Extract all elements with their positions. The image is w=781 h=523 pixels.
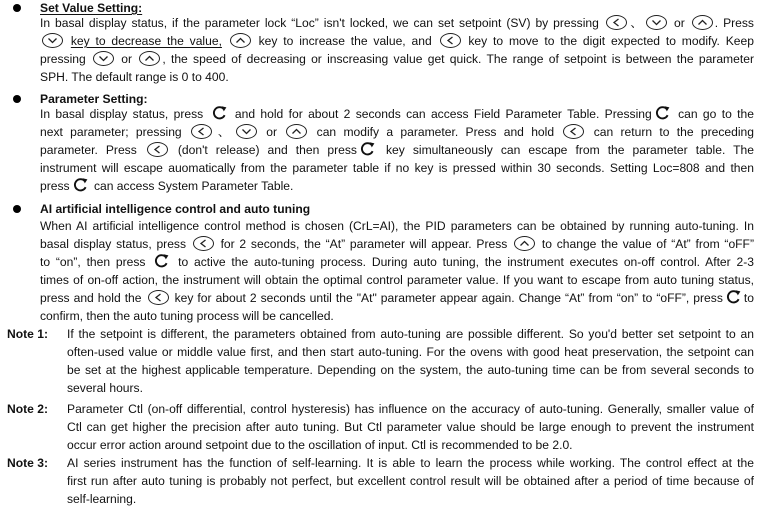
text-line: be set at the highest applicable temperature. Depending on the system, the auto-tuning time can be from several seconds to (67, 363, 754, 377)
text-line: instrument will escape auomatically from the parameter table if no key is pressed within 30 seconds. Setting Loc=808 and then (40, 161, 754, 175)
text-line: SPH. The default range is 0 to 400. (40, 70, 229, 84)
text-line: several hours. (67, 381, 143, 395)
note-body (67, 400, 754, 454)
text-line: first run after auto tuning is probably not perfect, but excellent control result will be obtained after a period of time because of (67, 474, 754, 488)
rotate-set-key-icon (359, 141, 376, 157)
rotate-set-key-icon (725, 289, 742, 305)
section-heading: Parameter Setting: (40, 92, 148, 106)
down-key-icon (646, 15, 667, 30)
bullet-icon (13, 95, 21, 103)
left-key-icon (193, 236, 214, 251)
text-line: occur error action around setpoint due to the oscillation of input. Ctl is recommended to be 2.0. (67, 438, 573, 452)
up-key-icon (139, 51, 160, 66)
note-label: Note 2: (7, 402, 48, 416)
note-label: Note 1: (7, 327, 48, 341)
down-key-icon (236, 124, 257, 139)
text-line: press can access System Parameter Table. (40, 179, 294, 193)
bullet-icon (13, 205, 21, 213)
text-line: When AI artificial intelligence control method is chosen (CrL=AI), the PID parameters can be obtained by running auto-tuning. In (40, 219, 754, 233)
text-line: parameter. Press (don't release) and then press key simultaneously can escape from the parameter table. The (40, 143, 754, 157)
text-line: confirm, then the auto tuning process will be cancelled. (40, 309, 334, 323)
section-heading: Set Value Setting: (40, 1, 143, 15)
text-line: If the setpoint is different, the parameters obtained from auto-tuning are possible different. So you'd better set setpoint to an (67, 327, 754, 341)
rotate-set-key-icon (654, 105, 671, 121)
up-key-icon (286, 124, 307, 139)
up-key-icon (692, 15, 713, 30)
left-key-icon (191, 124, 212, 139)
section-body (40, 105, 754, 195)
section-body (40, 217, 754, 325)
rotate-set-key-icon (153, 253, 170, 269)
left-key-icon (440, 33, 461, 48)
left-key-icon (606, 15, 627, 30)
up-key-icon (230, 33, 251, 48)
text-line: self-learning. (67, 492, 137, 506)
text-line: basal display status, press for 2 seconds, the “At” parameter will appear. Press to change the value of “At” from “oFF” (40, 237, 754, 251)
left-key-icon (148, 290, 169, 305)
text-line: In basal display status, press and hold for about 2 seconds can access Field Parameter Table. Pressing can go to the (40, 107, 754, 121)
section-heading: AI artificial intelligence control and auto tuning (40, 202, 311, 216)
text-line: times of on-off action, the instrument will obtain the optimal control parameter value. If you want to escape from auto tuning status, (40, 273, 754, 287)
note-body (67, 454, 754, 508)
text-line: to “on”, then press to active the auto-tuning process. During auto tuning, the instrument executes on-off control. After 2-3 (40, 255, 754, 269)
text-line: pressing or , the speed of decreasing or inscreasing value get quick. The range of setpoint is between the parameter (40, 52, 754, 66)
up-key-icon (514, 236, 535, 251)
rotate-set-key-icon (72, 177, 89, 193)
down-key-icon (93, 51, 114, 66)
text-line: press and hold the key for about 2 seconds until the "At" parameter appear again. Change “At” from “on” to “oFF”, press to (40, 291, 754, 305)
text-line: next parameter; pressing 、 or can modify a parameter. Press and hold can return to the preceding (40, 125, 754, 139)
text-line: Parameter Ctl (on-off differential, control hysteresis) has influence on the accuracy of auto-tuning. Generally, smaller value of (67, 402, 754, 416)
text-line: Ctl can get higher the precision after auto tuning. But Ctl parameter value should be large enough to prevent the instrument (67, 420, 754, 434)
text-line: key to decrease the value, key to increase the value, and key to move to the digit expected to modify. Keep (40, 32, 754, 50)
note-body (67, 325, 754, 397)
text-line: AI series instrument has the function of self-learning. It is able to learn the process while working. The control effect at the (67, 456, 754, 470)
note-label: Note 3: (7, 456, 48, 470)
rotate-set-key-icon (211, 105, 228, 121)
bullet-icon (13, 4, 21, 12)
down-key-icon (42, 33, 63, 48)
text-line: In basal display status, if the parameter lock “Loc” isn't locked, we can set setpoint (SV) by pressing 、 or . Press (40, 16, 754, 30)
left-key-icon (147, 142, 168, 157)
section-body (40, 14, 754, 86)
left-key-icon (563, 124, 584, 139)
text-line: often-used value or middle value first, and then start auto-tuning. For the ovens with good heat preservation, the setpoint can (67, 345, 754, 359)
